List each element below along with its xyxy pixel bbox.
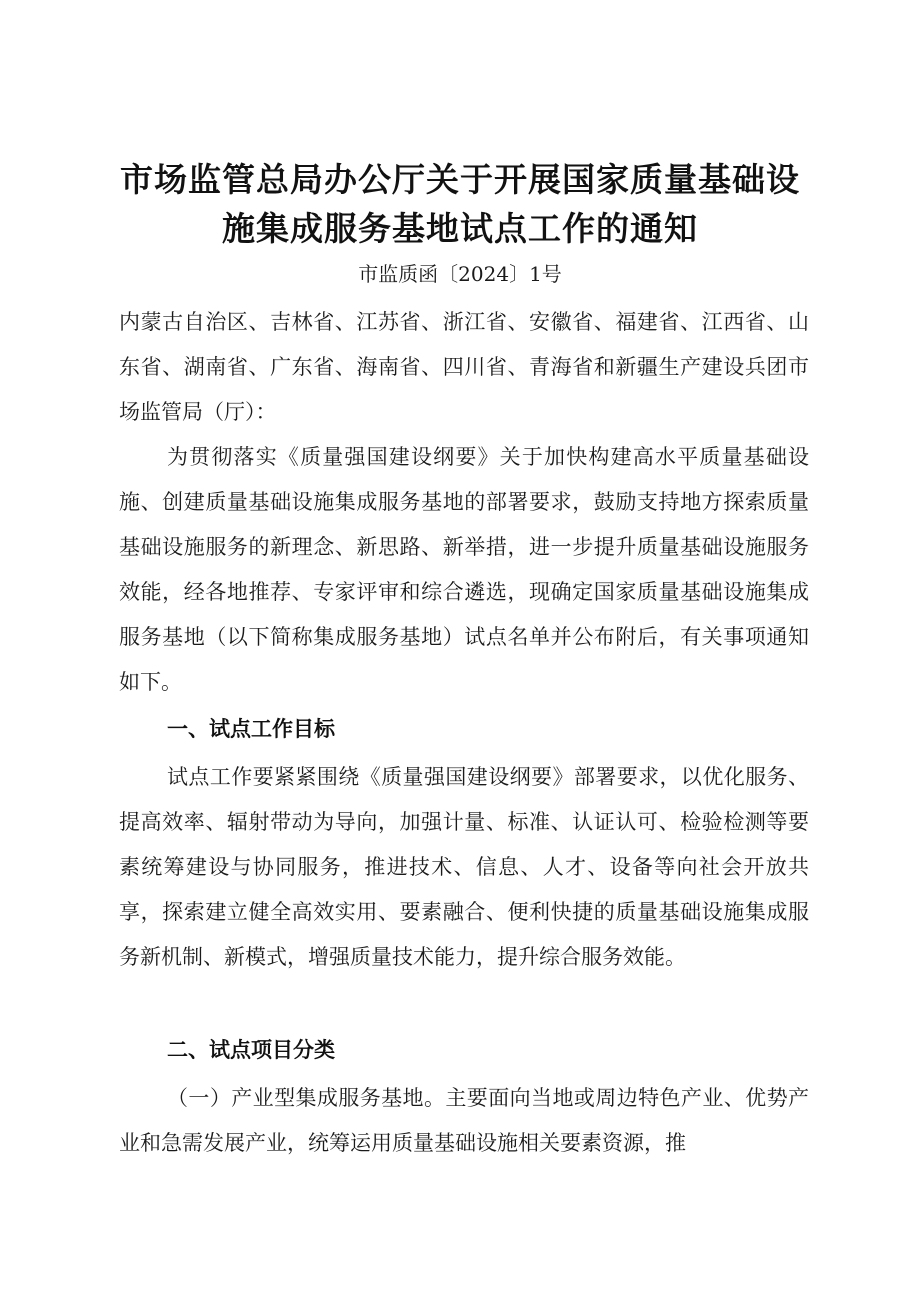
section-heading-classification: 二、试点项目分类	[167, 1038, 335, 1062]
objectives-paragraph: 试点工作要紧紧围绕《质量强国建设纲要》部署要求，以优化服务、提高效率、辐射带动为导向，加强计量、标准、认证认可、检验检测等要素统筹建设与协同服务，推进技术、信息、人才、设备等向社会开放共享，探索建立健全高效实用、要素融合、便利快捷的质量基础设施集成服务新机制、新模式，增强质量技术能力，提升综合服务效能。	[119, 765, 809, 969]
section-heading-objectives: 一、试点工作目标	[167, 717, 335, 741]
document-title-line-1: 市场监管总局办公厅关于开展国家质量基础设	[120, 160, 800, 199]
intro-paragraph: 为贯彻落实《质量强国建设纲要》关于加快构建高水平质量基础设施、创建质量基础设施集成服务基地的部署要求，鼓励支持地方探索质量基础设施服务的新理念、新思路、新举措，进一步提升质量基础设施服务效能，经各地推荐、专家评审和综合遴选，现确定国家质量基础设施集成服务基地（以下简称集成服务基地）试点名单并公布附后，有关事项通知如下。	[119, 445, 809, 694]
addressee-paragraph: 内蒙古自治区、吉林省、江苏省、浙江省、安徽省、福建省、江西省、山东省、湖南省、广东省、海南省、四川省、青海省和新疆生产建设兵团市场监管局（厅）：	[119, 310, 809, 424]
document-number: 市监质函〔2024〕1号	[358, 262, 562, 286]
document-title-line-2: 施集成服务基地试点工作的通知	[222, 209, 698, 248]
classification-paragraph: （一）产业型集成服务基地。主要面向当地或周边特色产业、优势产业和急需发展产业，统筹运用质量基础设施相关要素资源，推	[119, 1086, 809, 1155]
